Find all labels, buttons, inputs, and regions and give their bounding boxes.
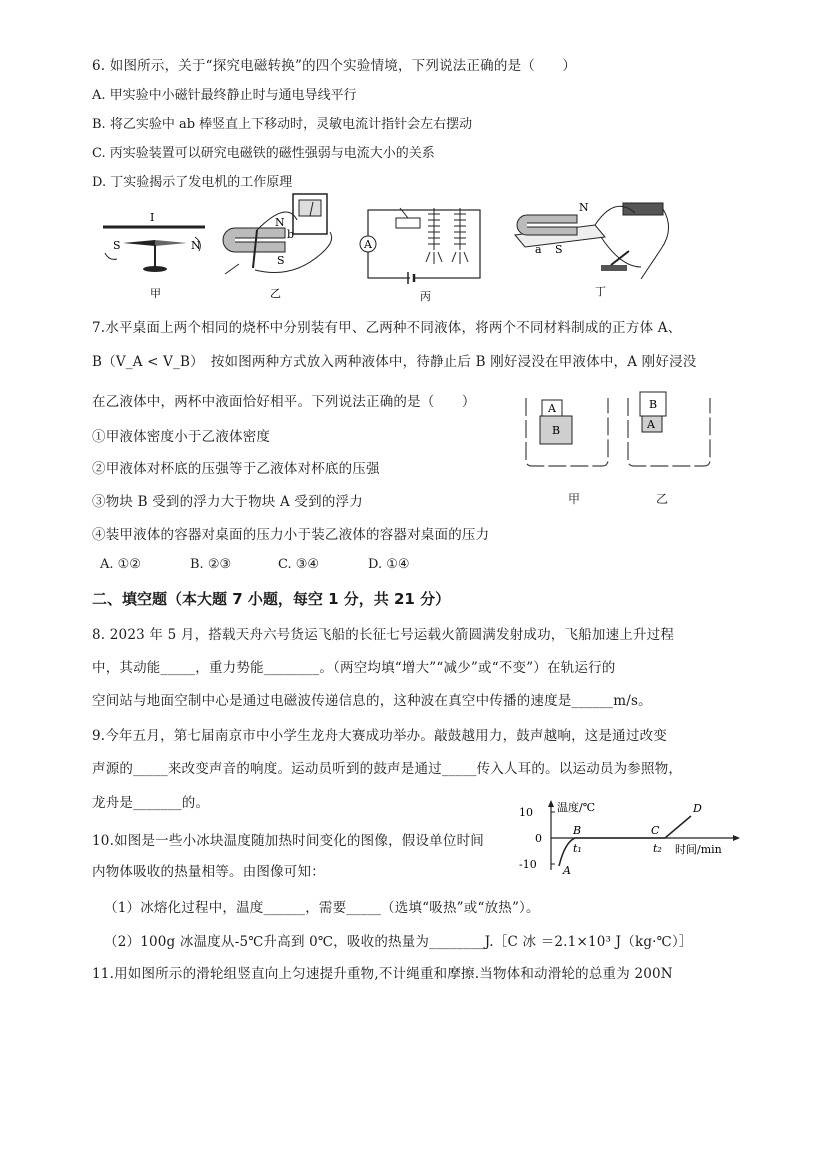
- q7-choice-a: A. ①②: [100, 557, 141, 572]
- q7-line-2: B（V_A < V_B） 按如图两种方式放入两种液体中，待静止后 B 刚好浸没在甲液体中，A 刚好浸没: [92, 354, 697, 370]
- q7-statement-2: ②甲液体对杯底的压强等于乙液体对杯底的压强: [92, 461, 380, 477]
- beakers-figure: [522, 388, 712, 508]
- point-d-label: D: [693, 802, 702, 815]
- point-a-label: A: [563, 864, 571, 877]
- figure-ding: [505, 195, 675, 298]
- point-c-label: C: [651, 824, 660, 837]
- ding-n-label: N: [579, 201, 589, 214]
- x-axis-label: 时间/min: [675, 843, 722, 856]
- figure-ding-label: 丁: [595, 285, 606, 298]
- ding-a-label: a: [535, 243, 542, 256]
- beaker-yi-block-b: B: [649, 398, 658, 411]
- figure-jia-label: 甲: [150, 287, 161, 300]
- figure-bing: [360, 200, 490, 303]
- figure-yi-label: 乙: [270, 287, 281, 300]
- rod-b-label: b: [287, 228, 295, 241]
- needle-s-label: S: [113, 239, 121, 252]
- wire-current-label: I: [150, 211, 155, 224]
- temperature-graph: [515, 798, 745, 876]
- section-2-title: 二、填空题（本大题 7 小题，每空 1 分，共 21 分）: [92, 590, 451, 608]
- q6-option-d: D. 丁实验揭示了发电机的工作原理: [92, 175, 293, 190]
- magnet-n-label: N: [275, 216, 285, 229]
- q9-line-1: 9.今年五月，第七届南京市中小学生龙舟大赛成功举办。敲鼓越用力，鼓声越响，这是通过改变: [92, 728, 667, 744]
- q7-line-1: 7.水平桌面上两个相同的烧杯中分别装有甲、乙两种不同液体，将两个不同材料制成的正方体 A、: [92, 320, 682, 336]
- y-tick-0: 0: [535, 832, 542, 845]
- q10-sub-2: （2）100g 冰温度从-5℃升高到 0℃，吸收的热量为________J.［C 冰 ＝2.1×10³ J（kg·℃）］: [104, 934, 693, 950]
- q7-line-3: 在乙液体中，两杯中液面恰好相平。下列说法正确的是（ ）: [92, 394, 476, 410]
- q7-choice-c: C. ③④: [278, 557, 320, 572]
- t2-label: t₂: [653, 842, 662, 855]
- q6-option-b: B. 将乙实验中 ab 棒竖直上下移动时，灵敏电流计指针会左右摆动: [92, 117, 473, 132]
- y-tick-10: 10: [519, 806, 533, 819]
- q8-line-3: 空间站与地面空制中心是通过电磁波传递信息的，这种波在真空中传播的速度是______m/s。: [92, 693, 652, 709]
- ding-s-label: S: [555, 243, 563, 256]
- q9-line-3: 龙舟是_______的。: [92, 795, 210, 811]
- q10-sub-1: （1）冰熔化过程中，温度______，需要_____（选填“吸热”或“放热”）。: [104, 900, 540, 916]
- q11-line-1: 11.用如图所示的滑轮组竖直向上匀速提升重物,不计绳重和摩擦.当物体和动滑轮的总重为 200N: [92, 966, 673, 982]
- q10-line-2: 内物体吸收的热量相等。由图像可知：: [92, 864, 325, 880]
- figure-yi: [215, 190, 345, 300]
- q7-statement-3: ③物块 B 受到的浮力大于物块 A 受到的浮力: [92, 494, 363, 510]
- q7-choice-d: D. ①④: [368, 557, 410, 572]
- q8-line-2: 中，其动能_____，重力势能________。（两空均填“增大”“减少”或“不变”）在轨运行的: [92, 660, 616, 676]
- y-axis-label: 温度/℃: [557, 801, 596, 814]
- q6-option-c: C. 丙实验装置可以研究电磁铁的磁性强弱与电流大小的关系: [92, 146, 435, 161]
- beaker-jia-block-a: A: [548, 402, 556, 415]
- beaker-jia-block-b: B: [552, 424, 561, 437]
- beaker-jia-label: 甲: [568, 492, 581, 506]
- y-tick-neg10: -10: [519, 858, 537, 871]
- q6-stem: 6. 如图所示，关于“探究电磁转换”的四个实验情境，下列说法正确的是（ ）: [92, 58, 577, 74]
- figure-bing-label: 丙: [420, 290, 431, 303]
- q6-option-a: A. 甲实验中小磁针最终静止时与通电导线平行: [92, 88, 357, 103]
- t1-label: t₁: [573, 842, 582, 855]
- magnet-s-label: S: [277, 254, 285, 267]
- point-b-label: B: [573, 824, 582, 837]
- q8-line-1: 8. 2023 年 5 月，搭载天舟六号货运飞船的长征七号运载火箭圆满发射成功，飞船加速上升过程: [92, 627, 675, 643]
- figure-jia: [95, 205, 210, 300]
- beaker-yi-label: 乙: [656, 492, 669, 506]
- q10-line-1: 10.如图是一些小冰块温度随加热时间变化的图像，假设单位时间: [92, 833, 484, 849]
- ammeter-label: A: [364, 238, 372, 251]
- q7-choice-b: B. ②③: [190, 557, 232, 572]
- needle-n-label: N: [191, 239, 201, 252]
- q9-line-2: 声源的_____来改变声音的响度。运动员听到的鼓声是通过_____传入人耳的。以运动员为参照物，: [92, 761, 683, 777]
- beaker-yi-block-a: A: [647, 418, 655, 431]
- q7-statement-4: ④装甲液体的容器对桌面的压力小于装乙液体的容器对桌面的压力: [92, 527, 490, 543]
- q7-statement-1: ①甲液体密度小于乙液体密度: [92, 429, 271, 445]
